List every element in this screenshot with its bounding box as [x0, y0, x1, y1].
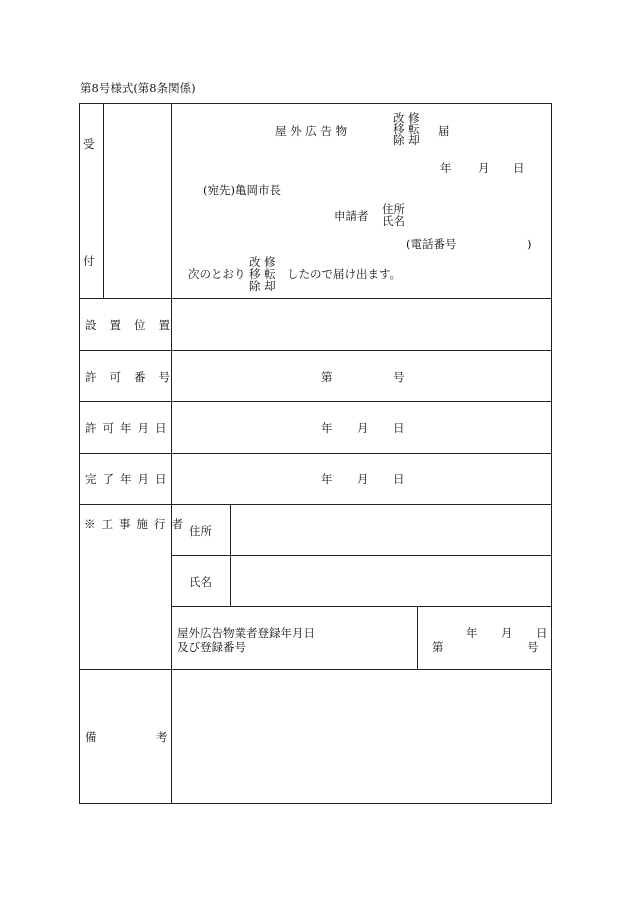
- notice-title-option-2: 移 転: [393, 122, 420, 136]
- row-line-4: [79, 453, 552, 454]
- notice-title-option-1: 改 修: [393, 111, 420, 125]
- notice-title-suffix: 届: [438, 124, 450, 138]
- notice-body-prefix: 次のとおり: [188, 267, 246, 281]
- form-number: 第8号様式(第8条関係): [80, 81, 196, 95]
- registration-label-line-2: 及び登録番号: [177, 640, 246, 654]
- registration-day: 日: [536, 626, 548, 640]
- notice-title-prefix: 屋 外 広 告 物: [275, 124, 348, 138]
- notice-title-option-3: 除 却: [393, 133, 420, 147]
- contractor-address-label: 住所: [189, 524, 212, 538]
- registration-month: 月: [501, 626, 513, 640]
- location-label: 設置位置: [85, 318, 183, 332]
- completion-date-label: 完了年月日: [85, 472, 173, 486]
- applicant-name-label: 氏名: [382, 214, 405, 228]
- notice-date-month: 月: [478, 161, 490, 175]
- notice-body-option-2: 移 転: [249, 267, 276, 281]
- notice-date-year: 年: [440, 161, 452, 175]
- row-line-5: [79, 504, 552, 505]
- contractor-label: ※工事施行者: [84, 517, 189, 531]
- contractor-line-2: [171, 606, 552, 607]
- completion-date-month: 月: [357, 472, 369, 486]
- contractor-label-divider: [230, 504, 231, 607]
- reception-top-label: 受: [83, 137, 95, 151]
- row-line-3: [79, 401, 552, 402]
- notice-body-option-3: 除 却: [249, 279, 276, 293]
- permit-date-year: 年: [321, 421, 333, 435]
- registration-label-line-1: 屋外広告物業者登録年月日: [177, 626, 315, 640]
- phone-label-open: (電話番号: [406, 237, 457, 251]
- registration-year: 年: [466, 626, 478, 640]
- table-border-bottom: [79, 803, 552, 804]
- registration-number-prefix: 第: [432, 640, 444, 654]
- permit-number-prefix: 第: [321, 370, 333, 384]
- notice-body-suffix: したので届け出ます。: [287, 267, 402, 281]
- reception-divider: [103, 103, 104, 299]
- registration-number-suffix: 号: [527, 640, 539, 654]
- addressee: (宛先)亀岡市長: [203, 183, 281, 197]
- row-line-1: [79, 298, 552, 299]
- phone-label-close: ): [527, 237, 532, 251]
- notice-body-option-1: 改 修: [249, 255, 276, 269]
- contractor-line-1: [171, 555, 552, 556]
- permit-number-suffix: 号: [393, 370, 405, 384]
- reception-bottom-label: 付: [83, 254, 95, 268]
- table-border-top: [79, 103, 552, 104]
- contractor-name-label: 氏名: [189, 575, 212, 589]
- row-line-6: [79, 669, 552, 670]
- remarks-label-left: 備: [85, 730, 97, 744]
- permit-date-day: 日: [393, 421, 405, 435]
- registration-divider: [417, 606, 418, 670]
- permit-date-label: 許可年月日: [85, 421, 173, 435]
- permit-date-month: 月: [357, 421, 369, 435]
- permit-number-label: 許可番号: [85, 370, 183, 384]
- completion-date-day: 日: [393, 472, 405, 486]
- applicant-address-label: 住所: [382, 202, 405, 216]
- row-line-2: [79, 350, 552, 351]
- completion-date-year: 年: [321, 472, 333, 486]
- applicant-label: 申請者: [334, 209, 369, 223]
- remarks-label-right: 考: [156, 730, 168, 744]
- notice-date-day: 日: [513, 161, 525, 175]
